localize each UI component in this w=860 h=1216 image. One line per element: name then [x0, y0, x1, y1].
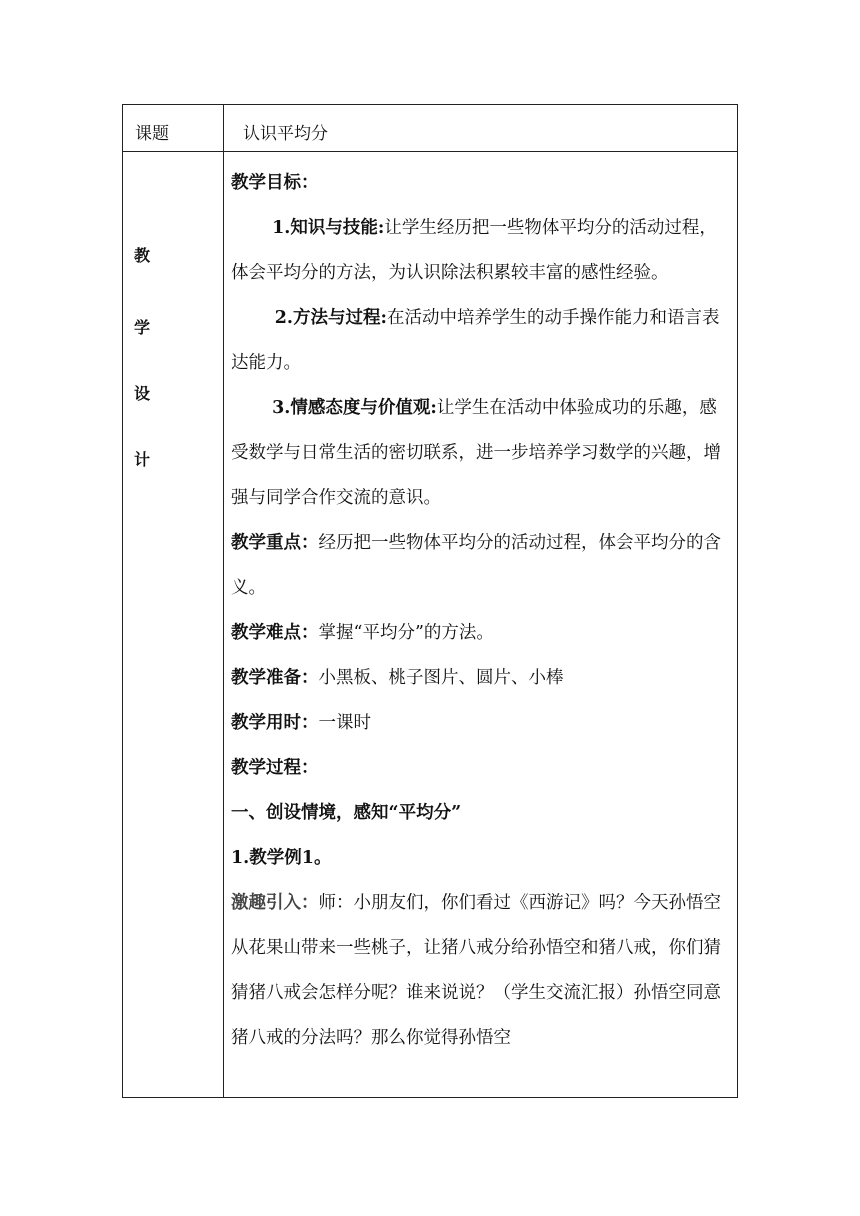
lesson-plan-table — [122, 104, 738, 1098]
goal-item: 3.情感态度与价值观:让学生在活动中体验成功的乐趣，感受数学与日常生活的密切联系，进一步培养学习数学的兴趣，增强与同学合作交流的意识。 — [231, 398, 721, 508]
section-heading: 一、创设情境，感知“平均分” — [231, 803, 462, 823]
column-divider — [223, 105, 224, 1097]
row-divider — [123, 151, 737, 152]
topic-label: 课题 — [135, 124, 169, 144]
goals-heading: 教学目标： — [231, 173, 319, 193]
goal-item: 1.知识与技能:让学生经历把一些物体平均分的活动过程，体会平均分的方法，为认识除法积累较丰富的感性经验。 — [231, 218, 717, 283]
process-heading: 教学过程： — [231, 758, 319, 778]
side-label-char-1: 教 — [134, 246, 151, 265]
materials: 教学准备：小黑板、桃子图片、圆片、小棒 — [231, 668, 564, 688]
example-heading: 1.教学例1。 — [231, 848, 332, 868]
side-label-char-4: 计 — [134, 450, 151, 469]
difficulty: 教学难点：掌握“平均分”的方法。 — [231, 623, 494, 643]
side-label-char-3: 设 — [134, 384, 151, 403]
topic-title: 认识平均分 — [243, 124, 328, 144]
intro-paragraph: 激趣引入：师：小朋友们，你们看过《西游记》吗？今天孙悟空从花果山带来一些桃子，让猪八戒分给孙悟空和猪八戒，你们猜猜猪八戒会怎样分呢？谁来说说？（学生交流汇报）孙悟空同意猪八戒的分法吗？那么你觉得孙悟空 — [231, 893, 721, 1048]
lesson-content — [231, 161, 731, 1061]
teaching-time: 教学用时：一课时 — [231, 713, 371, 733]
key-point: 教学重点：经历把一些物体平均分的活动过程，体会平均分的含义。 — [231, 533, 721, 598]
goal-item: 2.方法与过程:在活动中培养学生的动手操作能力和语言表达能力。 — [231, 308, 720, 373]
side-label-char-2: 学 — [134, 318, 151, 337]
